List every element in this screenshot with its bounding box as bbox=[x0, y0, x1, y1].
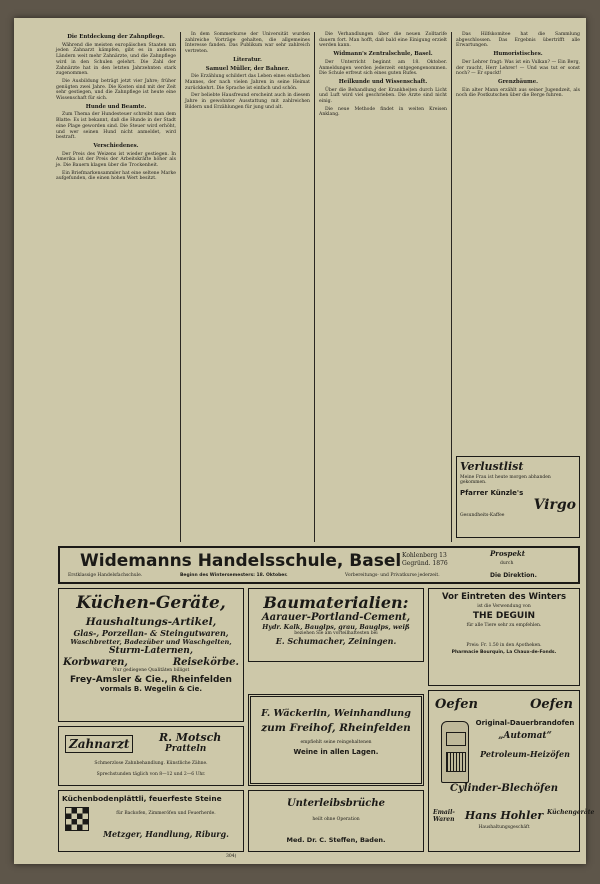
banner-title: Widemanns Handelsschule, Basel bbox=[80, 551, 402, 571]
zahnarzt-ad bbox=[58, 726, 244, 786]
kuechen-line: Nur gediegene Qualitäten billigst bbox=[112, 668, 190, 673]
stove-icon bbox=[441, 721, 469, 783]
column-divider bbox=[180, 32, 181, 542]
article-text: Ein alter Mann erzählt aus seiner Jugendzeit, als noch die Postkutschen über die Berge fuhren. bbox=[456, 87, 580, 99]
winter-line: ist die Verwendung von bbox=[477, 604, 531, 609]
kuechen-formerly: vormals B. Wegelin & Cie. bbox=[100, 685, 202, 694]
column-3 bbox=[319, 32, 447, 542]
zahnarzt-hours: Sprechstunden täglich von 8—12 und 2—6 Uhr. bbox=[96, 772, 206, 777]
notice-text: Meine Frau ist heute morgen abhanden gekommen. bbox=[460, 475, 551, 486]
banner-durch: durch bbox=[500, 561, 514, 566]
winter-title: Vor Eintreten des Winters bbox=[441, 592, 567, 602]
article-text: Das Hilfskomitee hat die Sammlung abgeschlossen. Das Ergebnis übertrifft alle Erwartungen. bbox=[456, 32, 580, 49]
article-text: Die Verhandlungen über die neuen Zolltarife dauern fort. Man hofft, daß bald eine Einigung erzielt werden kann. bbox=[319, 32, 447, 49]
tile-pattern-icon bbox=[65, 807, 89, 831]
bodenplaettli-ad bbox=[58, 790, 244, 852]
article-text: Während die meisten europäischen Staaten um jeden Zahnarzt kämpfen, gibt es in anderen Ländern weit mehr Zahnärzte, und die Zahnpflege wird in den Schulen gelehrt. Die Zahl der Zahnärzte hat in den letzten Jahrzehnten stark zugenommen. bbox=[56, 42, 176, 77]
banner-direktion: Die Direktion. bbox=[490, 572, 537, 579]
article-text: Die Ausbildung beträgt jetzt vier Jahre; früher genügten zwei Jahre. Die Kosten sind mit der Zeit sehr gestiegen, und die Zahnpflege ist heute eine Wissenschaft für sich. bbox=[56, 78, 176, 102]
page-number: 304) bbox=[226, 854, 237, 859]
article-heading: Literatur. bbox=[233, 56, 262, 63]
article-heading: Widmann's Zentralschule, Basel. bbox=[333, 51, 433, 58]
column-2 bbox=[185, 32, 310, 542]
waeckerlin-name: F. Wäckerlin, Weinhandlung bbox=[261, 708, 411, 719]
column-4 bbox=[456, 32, 580, 452]
article-text: Der Lehrer fragt: Was ist ein Vulkan? — Ein Berg, der raucht, Herr Lehrer! — Und was tut er sonst noch? — Er spuckt! bbox=[456, 59, 580, 77]
zahnarzt-label: Zahnarzt bbox=[65, 735, 133, 753]
waeckerlin-wines: Weine in allen Lagen. bbox=[293, 748, 379, 757]
banner-sub1: Erstklassige Handelsfachschule. bbox=[68, 573, 143, 578]
article-heading: Die Entdeckung der Zahnpflege. bbox=[67, 34, 165, 40]
zahnarzt-line: Schmerzlose Zahnbehandlung. Künstliche Zähne. bbox=[94, 761, 208, 766]
winter-pharmacy: Pharmacie Bourquin, La Chaux-de-Fonds. bbox=[451, 650, 557, 656]
bau-company: E. Schumacher, Zeiningen. bbox=[275, 636, 397, 647]
unterleib-line: heilt ohne Operation bbox=[312, 817, 360, 822]
article-heading: Grenzbäume. bbox=[497, 78, 539, 85]
notice-name: Pfarrer Künzle's bbox=[460, 488, 524, 497]
winter-ad bbox=[428, 588, 580, 686]
waeckerlin-line: empfiehlt seine reingehaltenen bbox=[300, 740, 372, 745]
winter-price: Preis: Fr. 1.50 in den Apotheken. bbox=[466, 642, 542, 648]
newspaper-page bbox=[14, 18, 595, 864]
winter-line: für alle Tiere sehr zu empfehlen. bbox=[466, 623, 542, 629]
zahnarzt-city: Pratteln bbox=[165, 744, 207, 754]
ofen-sub: Haushaltungsgeschäft bbox=[478, 825, 530, 830]
notice-product: Virgo bbox=[533, 496, 576, 513]
unterleib-ad bbox=[248, 790, 424, 852]
kuechen-line: Glas-, Porzellan- & Steingutwaren, bbox=[73, 628, 229, 638]
banner-ad bbox=[58, 546, 580, 584]
ofen-company: Hans Hohler bbox=[464, 809, 544, 822]
column-divider bbox=[451, 32, 452, 542]
article-text: Über die Behandlung der Krankheiten durch Licht und Luft wird viel geschrieben. Die Ärzte sind nicht einig. bbox=[319, 87, 447, 105]
article-text: Ein Briefmarkensammler hat eine seltene Marke aufgefunden, die einen hohen Wert besitzt. bbox=[56, 170, 176, 182]
kuechen-ad bbox=[58, 588, 244, 722]
kuechen-reisekoerbe: Reisekörbe. bbox=[172, 657, 239, 668]
winter-product: THE DEGUIN bbox=[472, 611, 536, 622]
kuechen-line: Sturm-Laternen, bbox=[109, 646, 193, 656]
notice-title: Verlustlist bbox=[460, 460, 524, 473]
unterleib-title: Unterleibsbrüche bbox=[286, 798, 386, 809]
article-heading: Hunde und Beamte. bbox=[85, 103, 147, 110]
article-heading: Humoristisches. bbox=[493, 51, 543, 58]
banner-address: Kohlenberg 13 bbox=[402, 552, 447, 559]
banner-sub2: Beginn des Wintersemesters: 18. Oktober. bbox=[180, 573, 288, 578]
boden-company: Metzger, Handlung, Riburg. bbox=[103, 829, 229, 839]
banner-founded: Gegründ. 1876 bbox=[402, 560, 448, 567]
boden-title: Küchenbodenplättli, feuerfeste Steine bbox=[62, 794, 222, 803]
bau-line: Aarauer-Portland-Cement, bbox=[261, 612, 411, 623]
unterleib-doctor: Med. Dr. C. Steffen, Baden. bbox=[286, 836, 386, 845]
article-text: Der beliebte Hausfreund erscheint auch in diesem Jahre in gewohnter Ausstattung mit zahlreichen Bildern und Erzählungen für jung und alt. bbox=[185, 93, 310, 110]
ofen-ad bbox=[428, 690, 595, 852]
ofen-side-left: Email-Waren bbox=[433, 809, 455, 823]
article-text: Der Preis des Weizens ist wieder gestiegen. In Amerika ist der Preis der Arbeitskräfte höher als je. Die Bauern klagen über die Trockenheit. bbox=[56, 151, 176, 169]
ofen-label-right: Oefen bbox=[530, 697, 573, 712]
ofen-line: Petroleum-Heizöfen bbox=[480, 749, 570, 759]
ofen-line: Cylinder-Blechöfen bbox=[450, 783, 558, 794]
ofen-label-left: Oefen bbox=[435, 697, 478, 712]
banner-sub3: Vorbereitungs- und Privatkurse jederzeit. bbox=[345, 573, 440, 578]
waeckerlin-place: zum Freihof, Rheinfelden bbox=[261, 722, 411, 734]
article-text: Zum Thema der Hundesteuer schreibt man dem Blatte: Es ist bekannt, daß die Hunde in der Stadt eine Plage geworden sind. Die Steuer wird erhöht, und wer seinen Hund nicht anmeldet, wird bestraft. bbox=[56, 112, 176, 141]
column-1 bbox=[56, 32, 176, 542]
bau-title: Baumaterialien: bbox=[263, 593, 409, 612]
baumaterialien-ad bbox=[248, 588, 424, 662]
ofen-side-right: Küchengeräte bbox=[547, 809, 595, 816]
bau-line: Hydr. Kalk, Bauglps, grau, Bauglps, weiß bbox=[262, 623, 410, 631]
notice-sub: Gesundheits-Kaffee bbox=[460, 512, 505, 518]
article-heading: Samuel Müller, der Bahner. bbox=[205, 65, 290, 72]
zahnarzt-name: R. Motsch bbox=[159, 731, 222, 744]
waeckerlin-ad bbox=[248, 694, 424, 786]
article-heading: Verschiedenes. bbox=[93, 142, 139, 149]
article-text: Die neue Methode findet in weiten Kreisen Anklang. bbox=[319, 106, 447, 118]
article-text: In dem Sommerkurse der Universität wurden zahlreiche Vorträge gehalten, die allgemeines Interesse fanden. Das Publikum war sehr zahlreich vertreten. bbox=[185, 32, 310, 55]
bau-line: beziehen Sie am vorteilhaftesten bei bbox=[294, 631, 378, 636]
notice-ad bbox=[456, 456, 580, 538]
article-heading: Heilkunde und Wissenschaft. bbox=[338, 78, 428, 85]
banner-prospekt: Prospekt bbox=[490, 549, 525, 558]
kuechen-korbwaren: Korbwaren, bbox=[63, 657, 128, 668]
kuechen-line: Waschbretter, Badezüber und Waschgelten, bbox=[70, 638, 232, 646]
column-divider bbox=[314, 32, 315, 542]
kuechen-company: Frey-Amsler & Cie., Rheinfelden bbox=[70, 675, 232, 686]
boden-line: für Backofen, Zimmeröfen und Feuerherde. bbox=[116, 811, 216, 816]
ofen-line: „Automat“ bbox=[498, 731, 552, 741]
ofen-line: Original-Dauerbrandofen bbox=[475, 719, 575, 727]
article-text: Die Erzählung schildert das Leben eines einfachen Mannes, der nach vielen Jahren in seine Heimat zurückkehrt. Die Sprache ist einfach und schön. bbox=[185, 74, 310, 91]
article-text: Der Unterricht beginnt am 18. Oktober. Anmeldungen werden jederzeit entgegengenommen. Die Schule erfreut sich eines guten Rufes. bbox=[319, 59, 447, 77]
kuechen-title: Küchen-Geräte, bbox=[76, 593, 226, 613]
kuechen-line: Haushaltungs-Artikel, bbox=[85, 616, 217, 628]
